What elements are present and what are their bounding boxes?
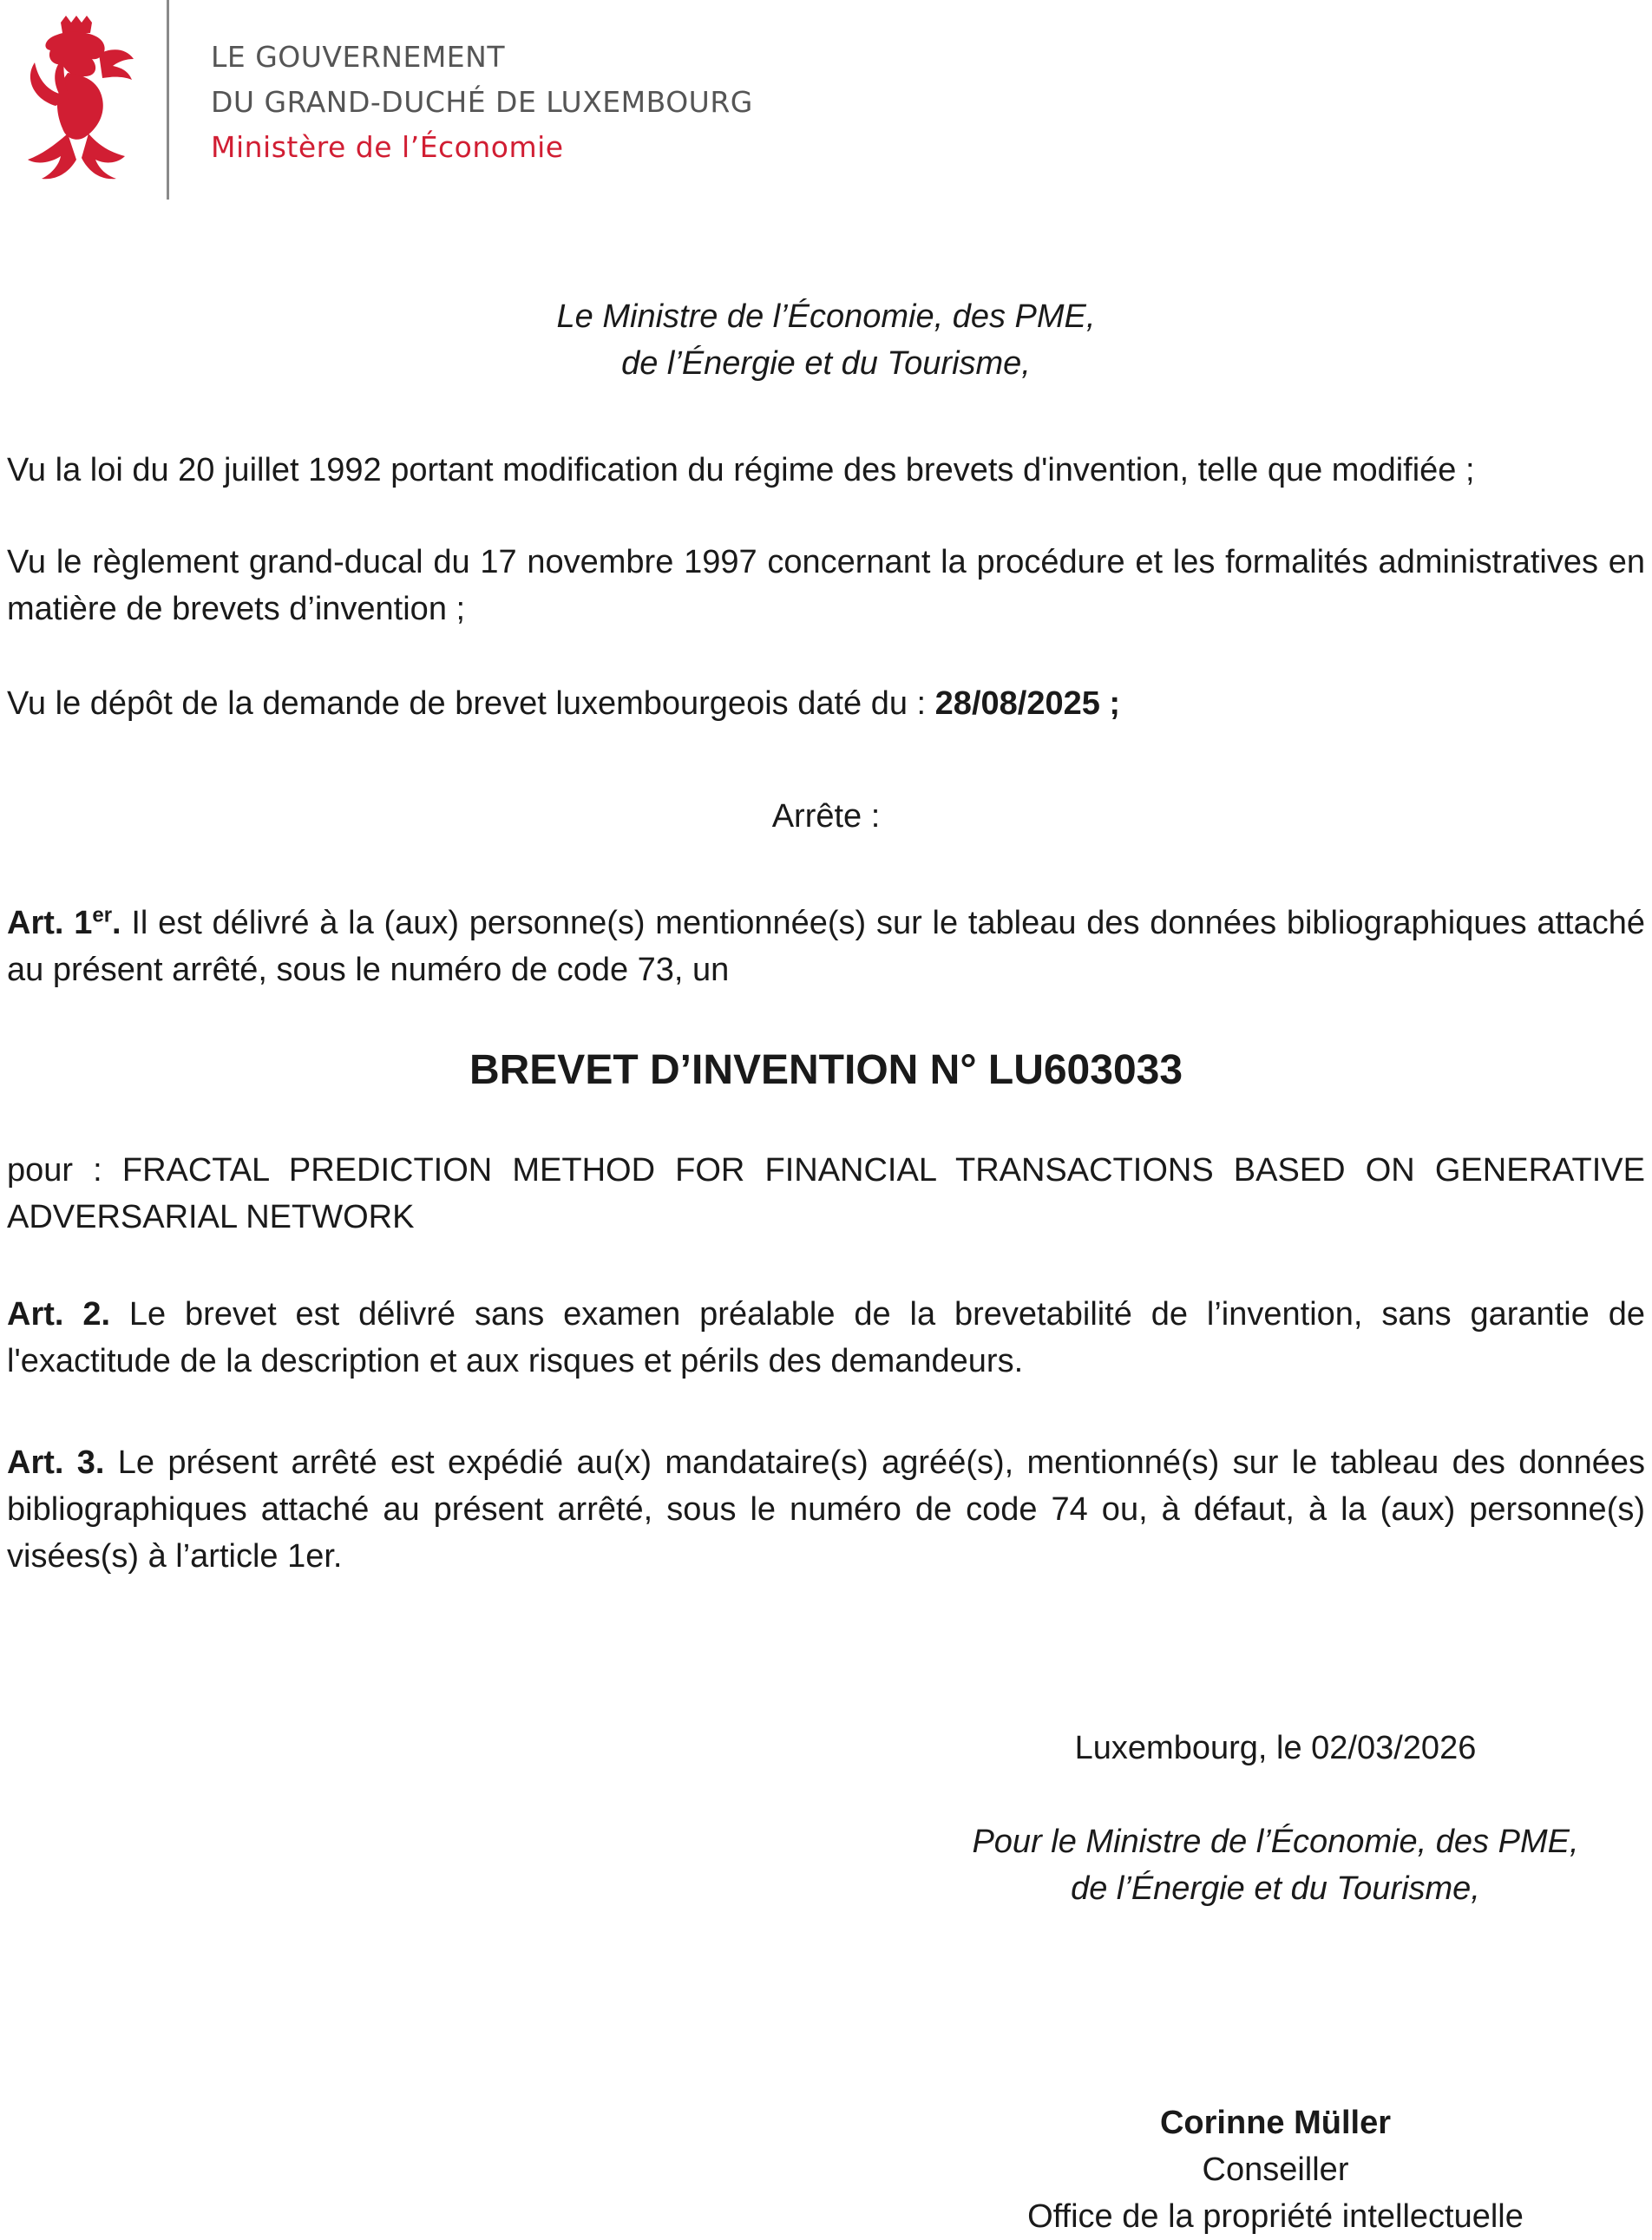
article-2-label: Art. 2. — [7, 1296, 111, 1333]
article-1 — [7, 900, 1645, 993]
government-line-2: DU GRAND-DUCHÉ DE LUXEMBOURG — [211, 85, 753, 119]
red-lion-coat-of-arms-icon — [16, 16, 144, 180]
article-2 — [7, 1291, 1645, 1385]
article-3 — [7, 1439, 1645, 1580]
article-2-text: Le brevet est délivré sans examen préalable de la brevetabilité de l’invention, sans garantie de l'exactitude de la description et aux risques et périls des demandeurs. — [7, 1296, 1645, 1379]
vu-depot-text: Vu le dépôt de la demande de brevet luxembourgeois daté du : — [7, 685, 935, 722]
article-1-label: Art. 1 — [7, 905, 93, 941]
preamble — [7, 293, 1645, 387]
vu-loi-paragraph: Vu la loi du 20 juillet 1992 portant modification du régime des brevets d'invention, telle que modifiée ; — [7, 452, 1475, 488]
signatory-office: Office de la propriété intellectuelle — [1027, 2198, 1524, 2235]
for-minister — [868, 1818, 1652, 1912]
letterhead-divider — [167, 0, 169, 200]
preamble-line-2: de l’Énergie et du Tourisme, — [621, 345, 1031, 382]
invention-title-paragraph: pour : FRACTAL PREDICTION METHOD FOR FINANCIAL TRANSACTIONS BASED ON GENERATIVE ADVERSARIAL NETWORK — [7, 1152, 1645, 1235]
for-minister-line-2: de l’Énergie et du Tourisme, — [1071, 1870, 1480, 1907]
deposit-date: 28/08/2025 ; — [934, 685, 1121, 722]
signatory-name: Corinne Müller — [1159, 2105, 1392, 2141]
article-3-label: Art. 3. — [7, 1444, 105, 1481]
signatory-role: Conseiller — [1202, 2152, 1349, 2188]
arrete-heading: Arrête : — [771, 798, 881, 835]
article-3-text: Le présent arrêté est expédié au(x) mandataire(s) agréé(s), mentionné(s) sur le tableau des données bibliographiques attaché au présent arrêté, sous le numéro de code 74 ou, à défaut, à la (aux) personne(s) visées(s) à l’article 1er. — [7, 1444, 1645, 1575]
vu-depot-paragraph — [7, 680, 1645, 727]
government-name — [211, 35, 753, 170]
for-minister-line-1: Pour le Ministre de l’Économie, des PME, — [972, 1824, 1579, 1860]
article-1-superscript: er — [92, 903, 113, 927]
government-line-1: LE GOUVERNEMENT — [211, 40, 505, 74]
article-1-dot: . — [112, 905, 121, 941]
place-and-date: Luxembourg, le 02/03/2026 — [1074, 1730, 1477, 1766]
vu-reglement-paragraph: Vu le règlement grand-ducal du 17 novembre 1997 concernant la procédure et les formalités administratives en matière de brevets d’invention ; — [7, 544, 1645, 627]
patent-title: BREVET D’INVENTION N° LU603033 — [469, 1047, 1183, 1093]
signature-block — [868, 2099, 1652, 2240]
letterhead — [0, 0, 1652, 208]
ministry-name: Ministère de l’Économie — [211, 130, 564, 164]
article-1-text: Il est délivré à la (aux) personne(s) mentionnée(s) sur le tableau des données bibliographiques attaché au présent arrêté, sous le numéro de code 73, un — [7, 905, 1646, 988]
preamble-line-1: Le Ministre de l’Économie, des PME, — [556, 298, 1096, 335]
